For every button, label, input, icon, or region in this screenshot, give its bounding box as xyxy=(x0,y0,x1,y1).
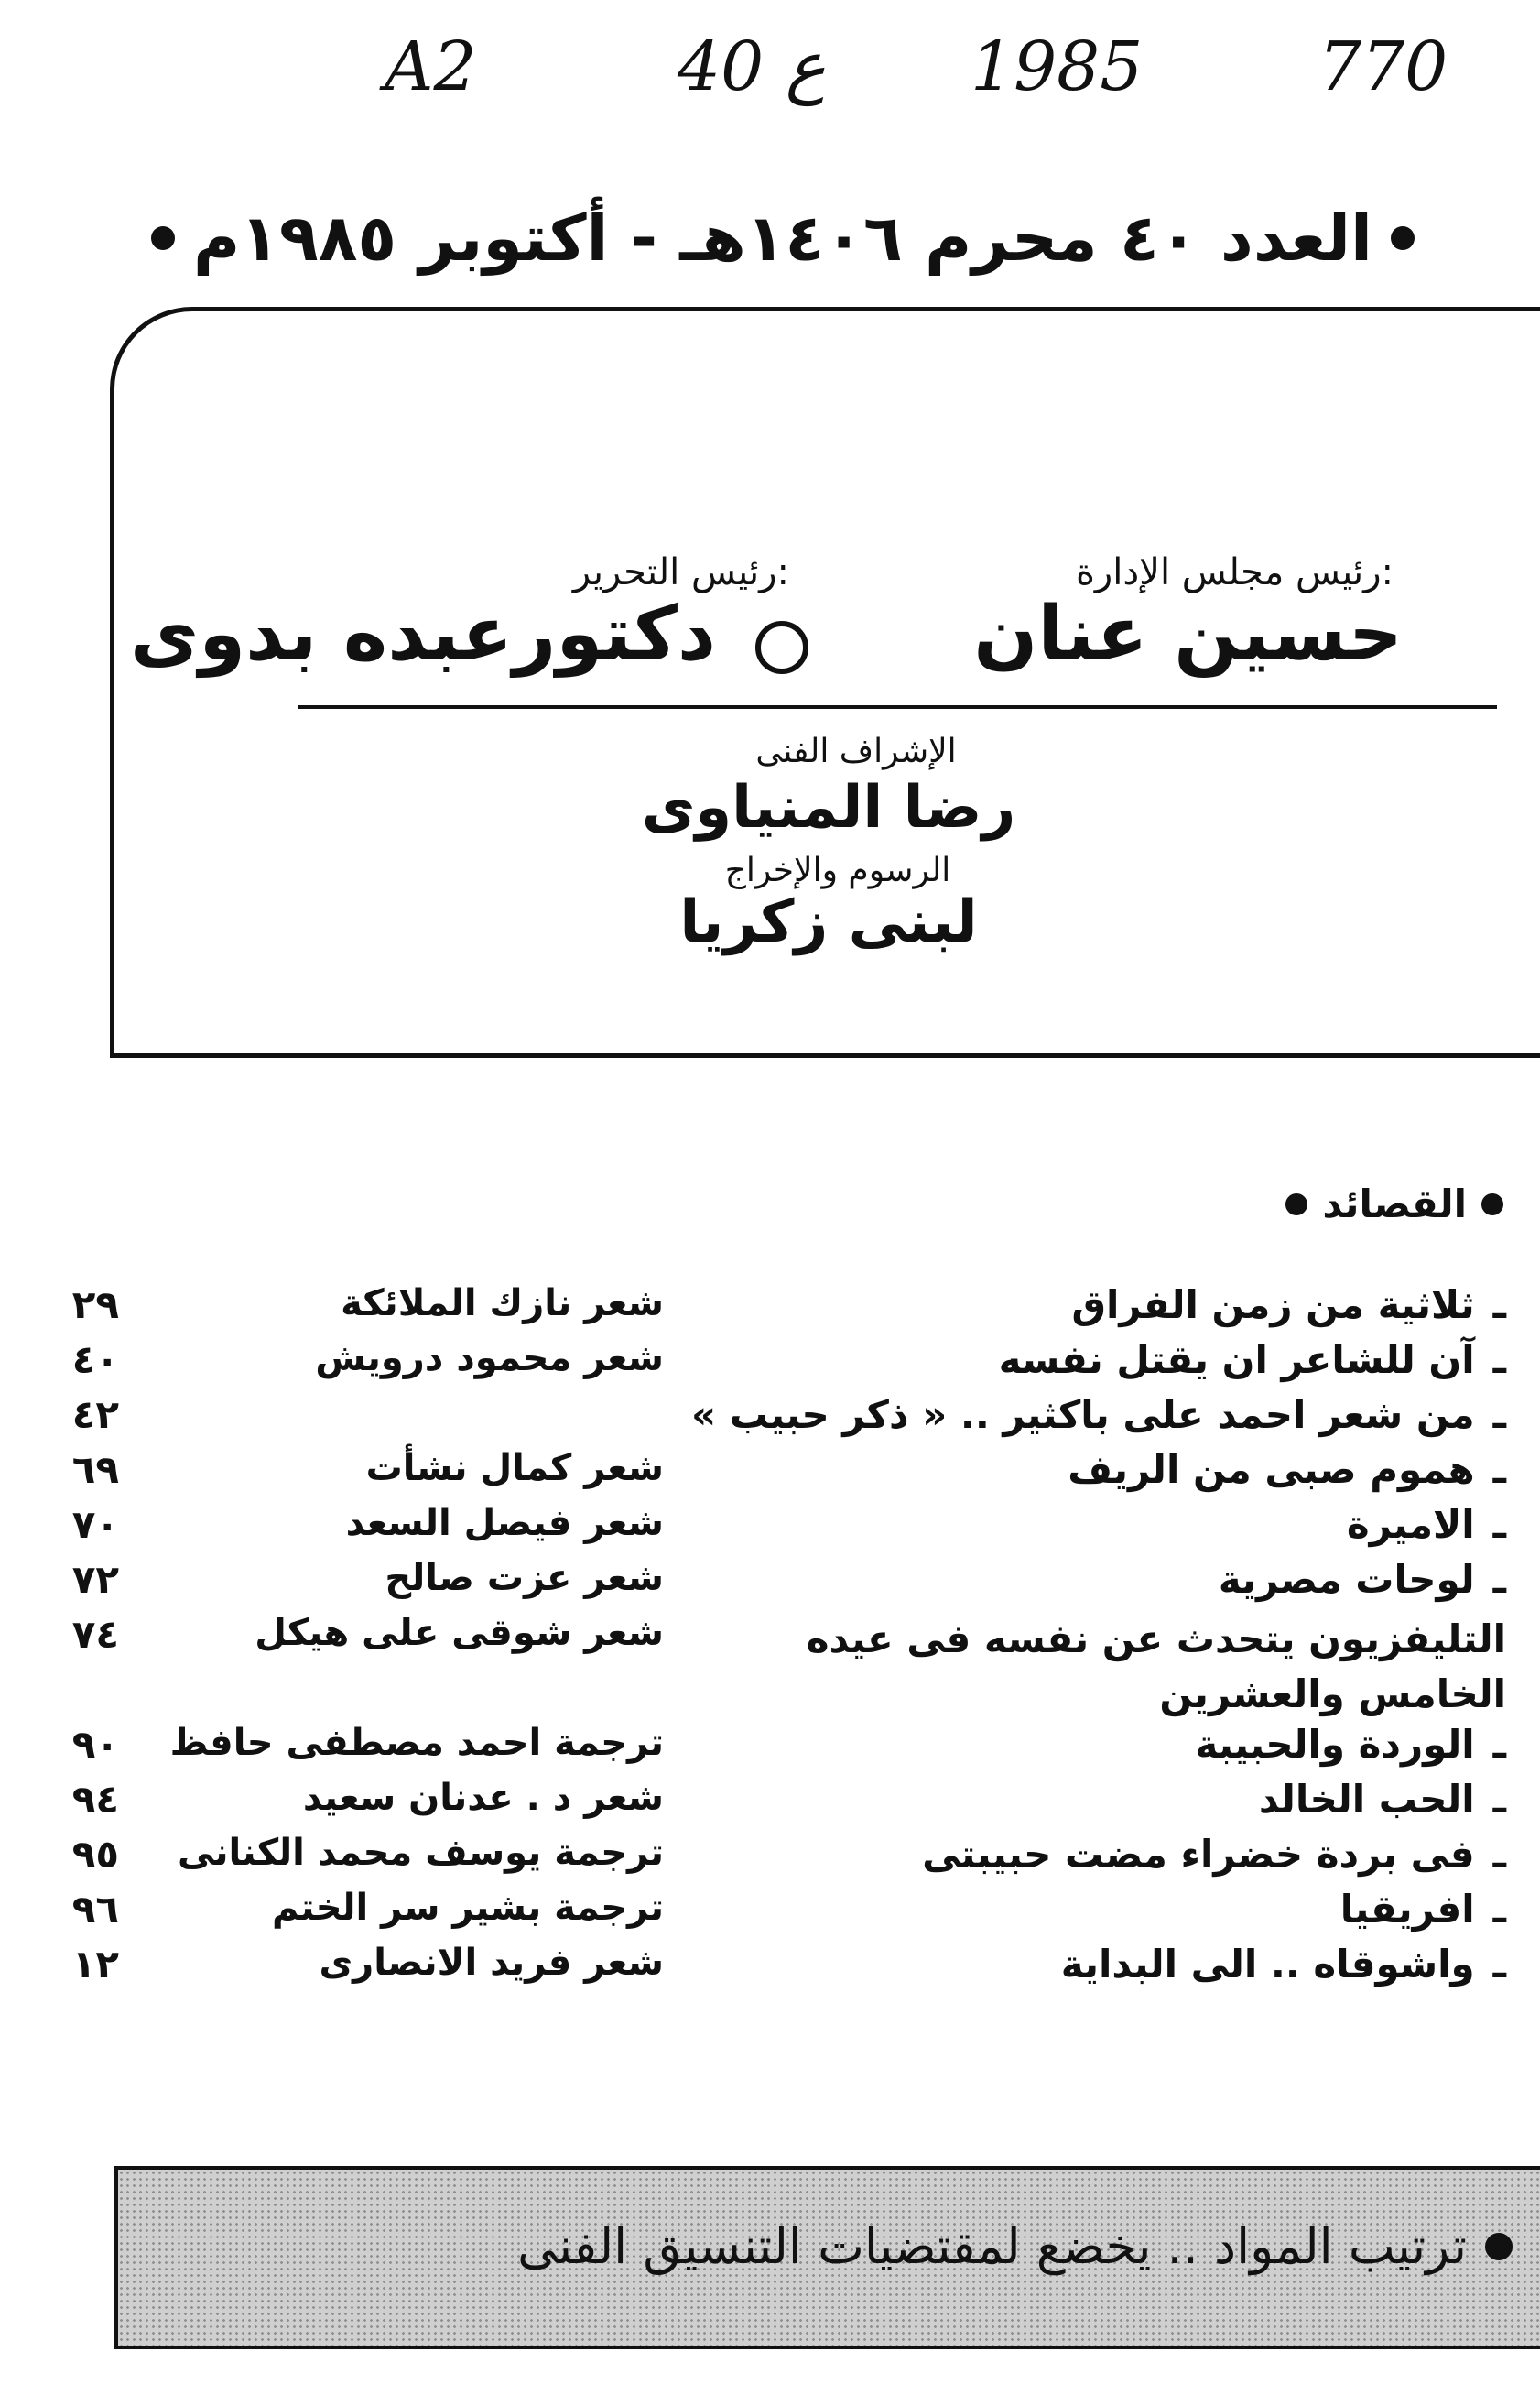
handwritten-year: 1985 xyxy=(971,27,1144,106)
toc-row xyxy=(18,1282,1506,1337)
toc-page: ٩٠ xyxy=(71,1722,119,1767)
masthead-box xyxy=(110,307,1540,1058)
bullet-icon xyxy=(1481,1193,1503,1215)
board-chair-name: حسين عنان xyxy=(973,591,1403,678)
toc-author: شعر د . عدنان سعيد xyxy=(302,1777,664,1819)
illustration-label: الرسوم والإخراج xyxy=(724,852,951,889)
editor-name: دكتورعبده بدوى xyxy=(130,591,716,678)
toc-author: شعر محمود درويش xyxy=(315,1337,664,1379)
toc-author: شعر شوقى على هيكل xyxy=(255,1612,664,1654)
toc-page: ٩٦ xyxy=(71,1887,119,1932)
toc-title: ـلوحات مصرية xyxy=(1218,1557,1506,1602)
toc-page: ٩٥ xyxy=(71,1832,119,1877)
bullet-icon xyxy=(151,226,175,250)
board-chair-label: رئيس مجلس الإدارة: xyxy=(1075,551,1394,593)
toc-row xyxy=(18,1777,1506,1832)
toc-page: ٢٩ xyxy=(71,1282,119,1327)
footer-note xyxy=(517,2217,1513,2275)
handwritten-number: 770 xyxy=(1318,27,1448,106)
toc-page: ١٢ xyxy=(71,1942,119,1987)
section-heading xyxy=(1285,1181,1503,1226)
section-title: القصائد xyxy=(1322,1181,1467,1226)
toc-page: ٧٢ xyxy=(71,1557,119,1602)
issue-text: العدد ٤٠ محرم ١٤٠٦هـ - أكتوبر ١٩٨٥م xyxy=(192,201,1373,276)
toc-row xyxy=(18,1502,1506,1557)
toc-author: شعر نازك الملائكة xyxy=(341,1282,664,1324)
toc-page: ٤٠ xyxy=(71,1337,119,1382)
toc-author: ترجمة بشير سر الختم xyxy=(272,1887,664,1929)
divider xyxy=(298,705,1497,709)
toc-page: ٧٤ xyxy=(71,1612,119,1657)
handwritten-volume: A2 xyxy=(385,27,477,106)
toc-page: ٩٤ xyxy=(71,1777,119,1822)
bullet-icon xyxy=(1391,226,1415,250)
illustration-name: لبنى زكريا xyxy=(679,888,978,956)
editor-label: رئيس التحرير: xyxy=(572,551,789,593)
toc-page: ٤٢ xyxy=(71,1392,119,1437)
toc-author: ترجمة يوسف محمد الكنانى xyxy=(178,1832,664,1874)
circle-separator-icon xyxy=(755,621,808,674)
footer-note-text: ترتيب المواد .. يخضع لمقتضيات التنسيق الفنى xyxy=(517,2217,1467,2275)
toc-author: ترجمة احمد مصطفى حافظ xyxy=(169,1722,664,1764)
art-supervision-label: الإشراف الفنى xyxy=(755,733,957,770)
handwritten-annotations xyxy=(348,18,1502,119)
toc-title: ـالوردة والحبيبة xyxy=(1195,1722,1506,1767)
toc-row xyxy=(18,1832,1506,1887)
toc-row xyxy=(18,1612,1506,1722)
toc-page: ٧٠ xyxy=(71,1502,119,1547)
toc-author: شعر فريد الانصارى xyxy=(319,1942,664,1984)
footer-band xyxy=(114,2166,1540,2349)
toc-title: ـالاميرة xyxy=(1346,1502,1506,1547)
toc-title: ـواشوقاه .. الى البداية xyxy=(1060,1942,1506,1987)
toc-author: شعر عزت صالح xyxy=(385,1557,664,1599)
toc-title: ـالحب الخالد xyxy=(1258,1777,1506,1822)
toc-row xyxy=(18,1557,1506,1612)
toc-title: ـثلاثية من زمن الفراق xyxy=(1071,1282,1506,1327)
bullet-icon xyxy=(1285,1193,1307,1215)
toc-title: ـآن للشاعر ان يقتل نفسه xyxy=(998,1337,1506,1382)
toc-row xyxy=(18,1887,1506,1942)
bullet-icon xyxy=(1485,2233,1513,2260)
toc-title: ـهموم صبى من الريف xyxy=(1068,1447,1506,1492)
toc-row xyxy=(18,1942,1506,1997)
toc-row xyxy=(18,1722,1506,1777)
toc-author: شعر فيصل السعد xyxy=(345,1502,664,1544)
issue-line xyxy=(128,188,1437,288)
toc-title: ـمن شعر احمد على باكثير .. « ذكر حبيب » xyxy=(691,1392,1506,1437)
toc-page: ٦٩ xyxy=(71,1447,119,1492)
toc-title: ـافريقيا xyxy=(1339,1887,1506,1932)
handwritten-issue: 40 ع xyxy=(678,27,826,106)
toc-author: شعر كمال نشأت xyxy=(365,1447,664,1489)
toc-row xyxy=(18,1392,1506,1447)
toc-row xyxy=(18,1337,1506,1392)
toc-title: ـفى بردة خضراء مضت حبيبتى xyxy=(922,1832,1506,1877)
toc-row xyxy=(18,1447,1506,1502)
art-supervision-name: رضا المنياوى xyxy=(641,774,1016,842)
toc-title: التليفزيون يتحدث عن نفسه فى عيده الخامس والعشرين xyxy=(806,1617,1506,1716)
